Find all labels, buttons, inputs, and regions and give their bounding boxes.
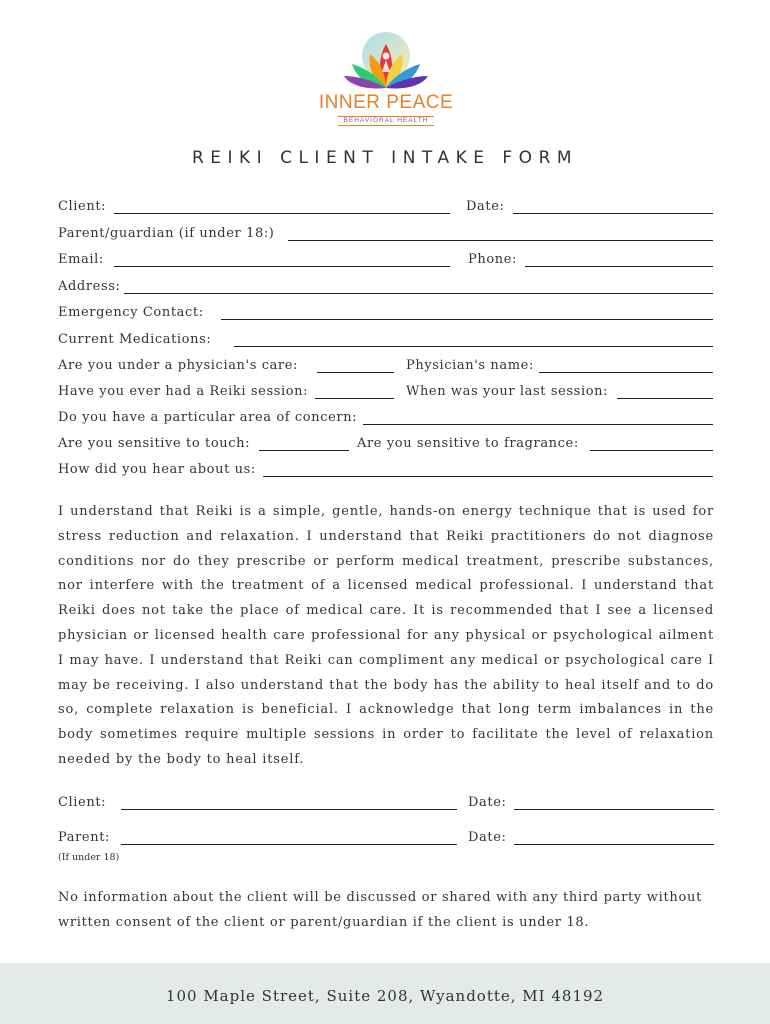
hear-about-label: How did you hear about us: [58,462,256,477]
physician-name-label: Physician's name: [406,358,534,373]
form-title: REIKI CLIENT INTAKE FORM [191,148,579,168]
emergency-contact-field[interactable] [221,319,713,320]
parent-signature-row [58,830,714,850]
current-medications-label: Current Medications: [58,332,212,347]
brand-subtitle: BEHAVIORAL HEALTH [338,116,434,126]
reiki-session-label: Have you ever had a Reiki session: [58,384,309,399]
sensitive-touch-label: Are you sensitive to touch: [58,436,251,451]
client-signature-row [58,795,714,815]
reiki-session-field[interactable] [315,398,394,399]
parent-signature-date-label: Date: [468,830,507,845]
if-under-18-note: (If under 18) [58,852,120,863]
footer [0,963,770,1024]
sensitivity-row [58,436,714,456]
area-of-concern-row [58,410,714,430]
address-label: Address: [58,279,121,294]
client-field[interactable] [114,213,450,214]
phone-label: Phone: [468,252,517,267]
address-field[interactable] [124,293,713,294]
area-of-concern-field[interactable] [363,424,713,425]
sensitive-fragrance-field[interactable] [590,450,713,451]
reiki-session-row [58,384,714,404]
client-signature-label: Client: [58,795,107,810]
parent-guardian-row [58,226,714,246]
client-label: Client: [58,199,107,214]
parent-guardian-label: Parent/guardian (if under 18:) [58,226,275,241]
email-field[interactable] [114,266,450,267]
client-signature-date-field[interactable] [514,809,714,810]
parent-signature-date-field[interactable] [514,844,714,845]
area-of-concern-label: Do you have a particular area of concern: [58,410,358,425]
physician-row [58,358,714,378]
date-label: Date: [466,199,505,214]
sensitive-touch-field[interactable] [259,450,349,451]
phone-field[interactable] [525,266,713,267]
physician-care-field[interactable] [317,372,394,373]
current-medications-row [58,332,714,352]
emergency-contact-label: Emergency Contact: [58,305,204,320]
email-label: Email: [58,252,104,267]
hear-about-field[interactable] [263,476,713,477]
lotus-icon [342,30,430,92]
last-session-label: When was your last session: [406,384,609,399]
email-row [58,252,714,272]
hear-about-row [58,462,714,482]
client-signature-field[interactable] [121,809,457,810]
parent-signature-field[interactable] [121,844,457,845]
client-row [58,199,714,219]
parent-signature-label: Parent: [58,830,110,845]
client-signature-date-label: Date: [468,795,507,810]
company-logo [318,30,454,130]
current-medications-field[interactable] [234,346,713,347]
emergency-contact-row [58,305,714,325]
brand-name: INNER PEACE [318,92,454,113]
address-row [58,279,714,299]
parent-guardian-field[interactable] [288,240,713,241]
physician-name-field[interactable] [539,372,713,373]
footer-address: 100 Maple Street, Suite 208, Wyandotte, MI 48192 [165,987,605,1005]
date-field[interactable] [513,213,713,214]
physician-care-label: Are you under a physician's care: [58,358,299,373]
consent-paragraph: I understand that Reiki is a simple, gentle, hands-on energy technique that is used for stress reduction and relaxation. I understand that Reiki practitioners do not diagnose conditions nor do they prescribe or perform medical treatment, prescribe substances, nor interfere with the treatment of a licensed medical professional. I understand that Reiki does not take the place of medical care. It is recommended that I see a licensed physician or licensed health care professional for any physical or psychological ailment I may have. I understand that Reiki can compliment any medical or psychological care I may be receiving. I also understand that the body has the ability to heal itself and to do so, complete relaxation is beneficial. I acknowledge that long term imbalances in the body sometimes require multiple sessions in order to facilitate the level of relaxation needed by the body to heal itself. [58,504,714,767]
privacy-notice: No information about the client will be discussed or shared with any third party without written consent of the client or parent/guardian if the client is under 18. [58,890,703,930]
sensitive-fragrance-label: Are you sensitive to fragrance: [357,436,579,451]
last-session-field[interactable] [617,398,713,399]
